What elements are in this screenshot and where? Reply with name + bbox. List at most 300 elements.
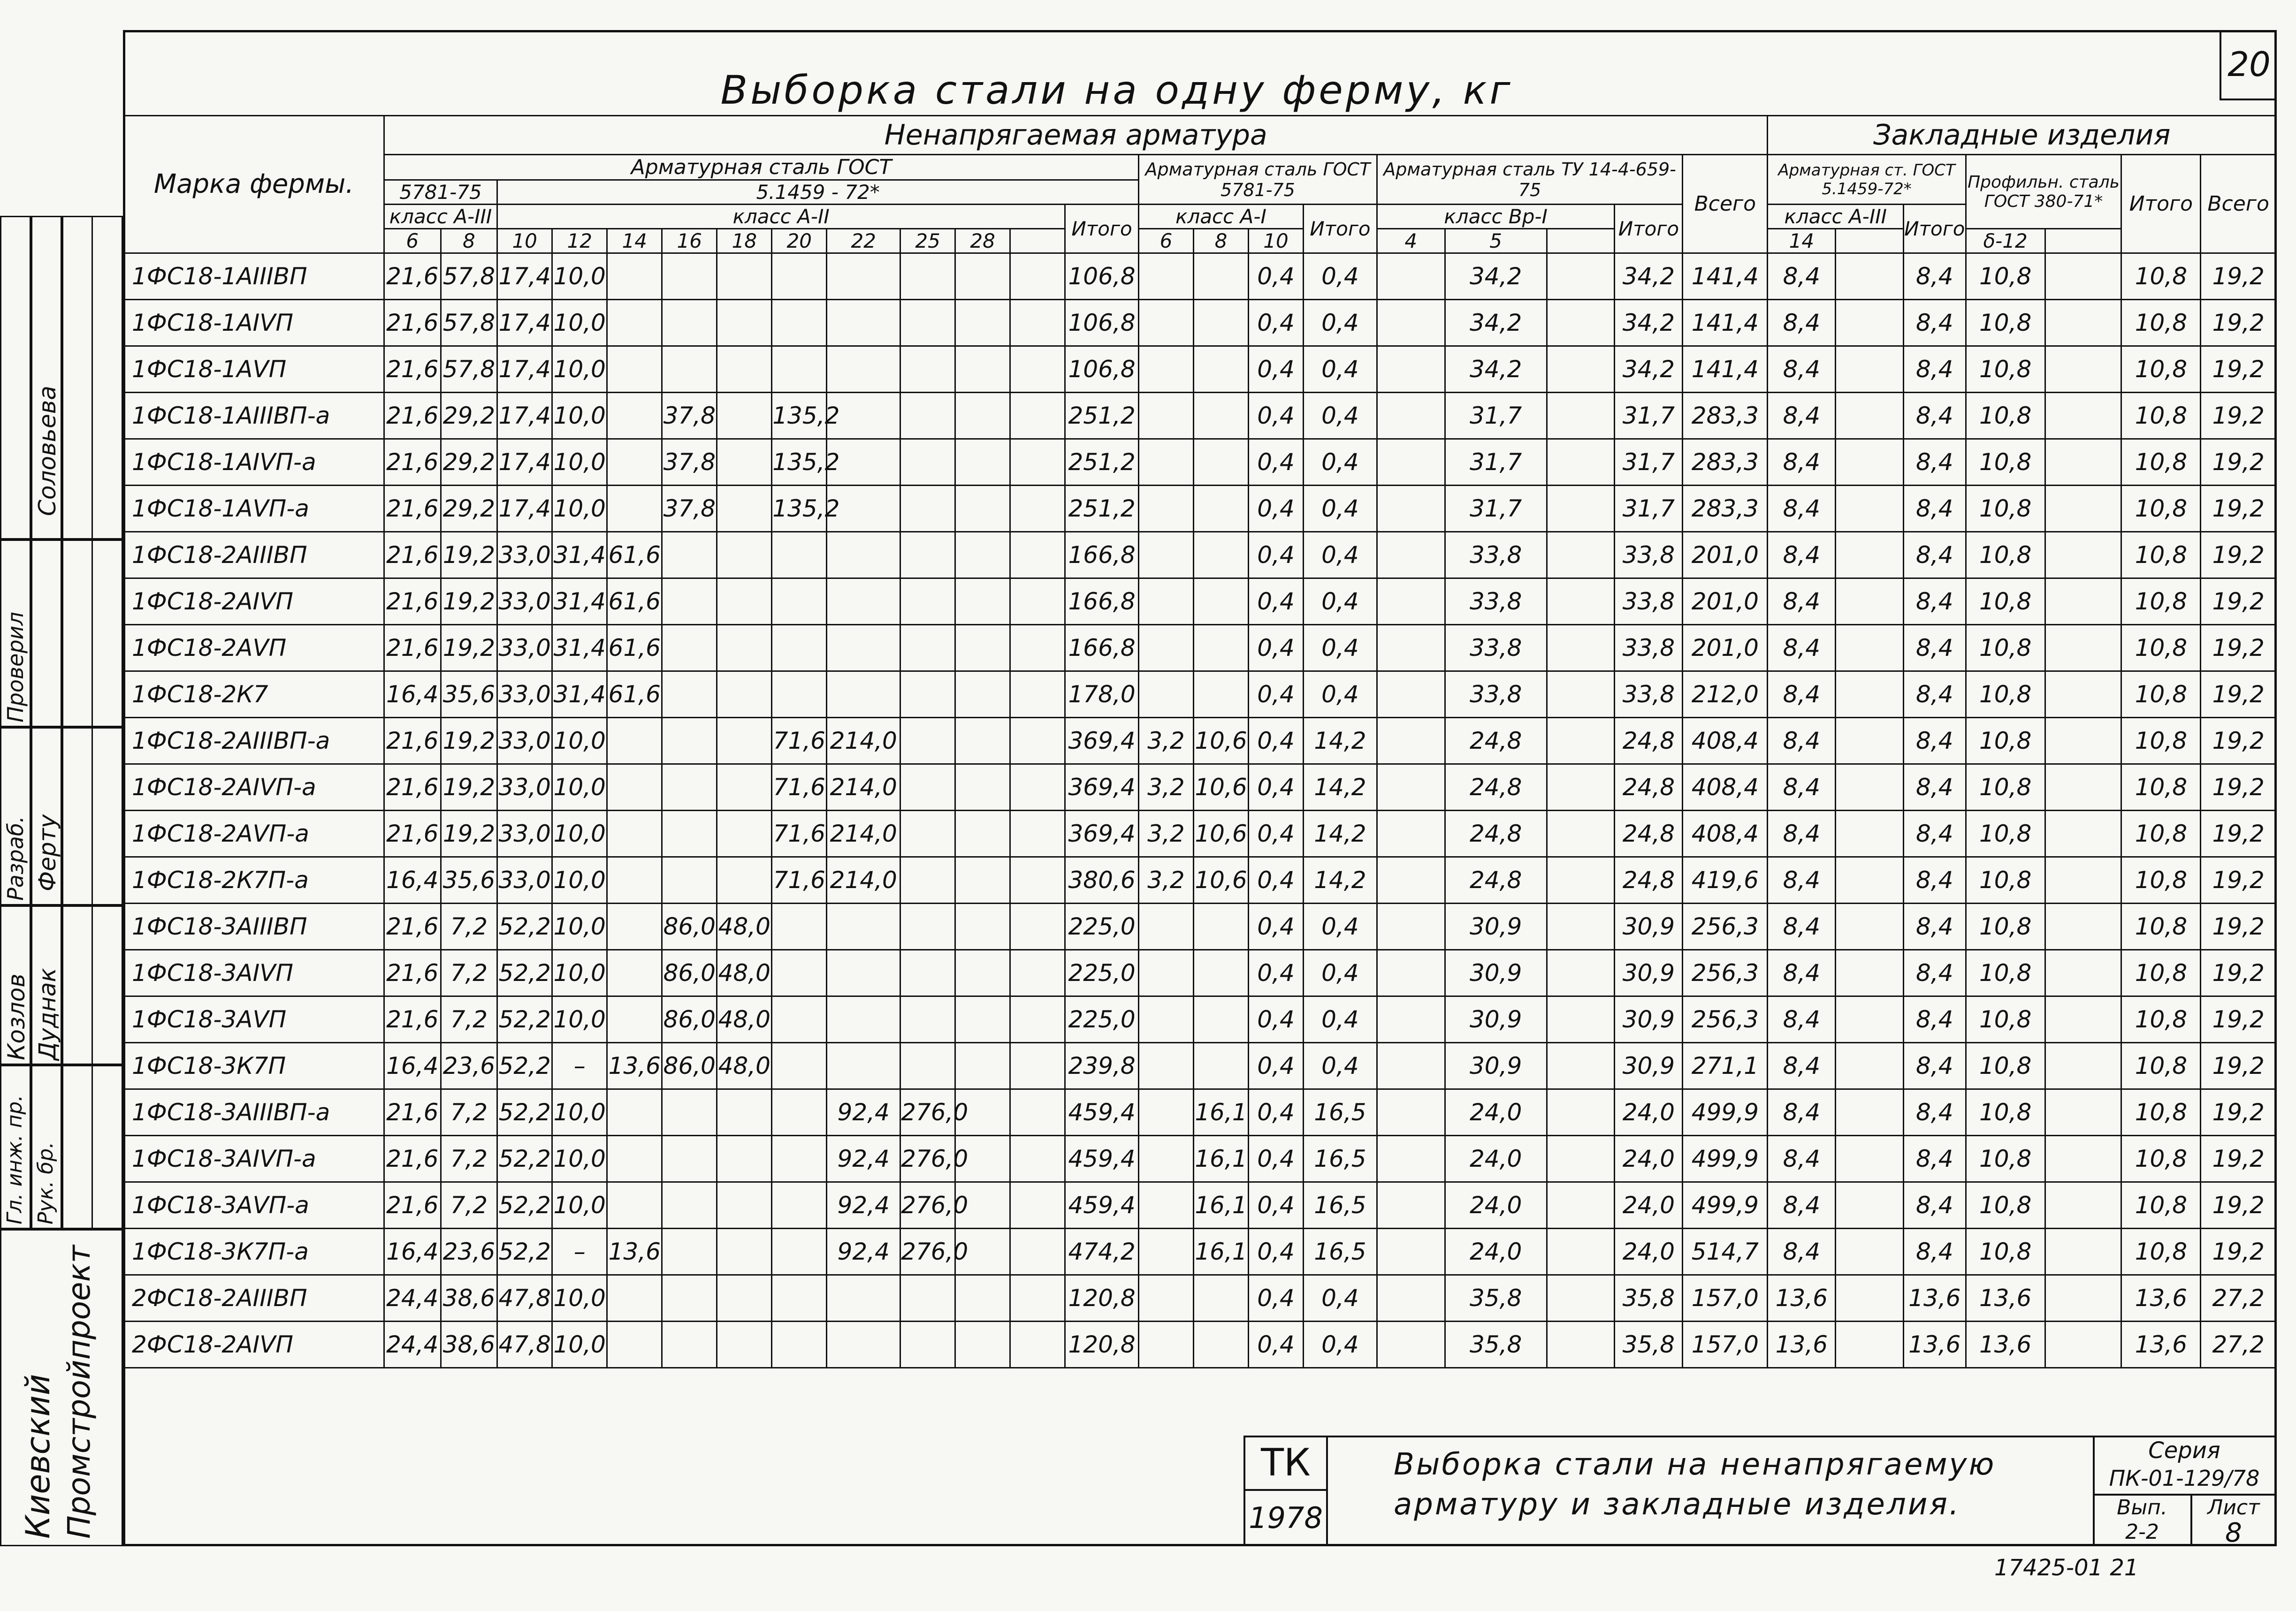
- cell-a-16: [662, 1322, 717, 1368]
- cell-a-28: [955, 300, 1010, 346]
- cell-d-itogo: 8,4: [1903, 253, 1966, 300]
- side-stamp: [0, 216, 123, 1546]
- cell-a-12: 10,0: [552, 1136, 607, 1182]
- cell-b-itogo: 0,4: [1304, 996, 1377, 1043]
- cell-d-14: 8,4: [1768, 1229, 1836, 1275]
- cell-a-20: [772, 1182, 827, 1229]
- cell-e-12: 10,8: [1966, 486, 2045, 532]
- cell-e-blank: [2045, 1229, 2121, 1275]
- table-row: [124, 857, 2276, 904]
- header-itogo-d: Итого: [1903, 205, 1966, 253]
- cell-a-8: 7,2: [441, 904, 497, 950]
- cell-a-25: 276,0: [900, 1089, 955, 1136]
- cell-vsego: 499,9: [1683, 1136, 1768, 1182]
- cell-a-10: 17,4: [497, 300, 552, 346]
- diam-d-blank: [1836, 229, 1904, 253]
- cell-a-25: [900, 904, 955, 950]
- cell-d-14: 8,4: [1768, 346, 1836, 393]
- cell-a-18: [717, 1229, 772, 1275]
- table-row: [124, 1229, 2276, 1275]
- cell-a-28: [955, 532, 1010, 578]
- cell-c-itogo: 33,8: [1615, 671, 1683, 718]
- cell-c-5: 24,0: [1445, 1182, 1547, 1229]
- cell-a-8: 19,2: [441, 625, 497, 671]
- cell-mark: 2ФС18-2АIIIВП: [124, 1275, 384, 1322]
- cell-a-blank: [1010, 1229, 1065, 1275]
- cell-c-4: [1377, 1275, 1445, 1322]
- table-row: [124, 671, 2276, 718]
- side-role-3: Проверил: [3, 612, 28, 722]
- cell-c-5: 24,8: [1445, 811, 1547, 857]
- cell-a-12: 10,0: [552, 1275, 607, 1322]
- cell-c-blank: [1547, 625, 1615, 671]
- cell-a-12: 10,0: [552, 439, 607, 486]
- cell-c-blank: [1547, 532, 1615, 578]
- cell-d-blank: [1836, 1275, 1904, 1322]
- cell-b-8: [1193, 1322, 1248, 1368]
- cell-e-vsego: 19,2: [2201, 486, 2276, 532]
- cell-b-10: 0,4: [1249, 950, 1304, 996]
- cell-a-6: 21,6: [384, 253, 441, 300]
- cell-a-10: 52,2: [497, 950, 552, 996]
- cell-mark: 1ФС18-2АVП: [124, 625, 384, 671]
- cell-a-20: [772, 1136, 827, 1182]
- cell-b-itogo: 0,4: [1304, 578, 1377, 625]
- cell-d-14: 8,4: [1768, 625, 1836, 671]
- cell-c-itogo: 24,0: [1615, 1136, 1683, 1182]
- cell-a-22: 92,4: [827, 1136, 900, 1182]
- cell-a-blank: [1010, 1322, 1065, 1368]
- cell-c-blank: [1547, 1043, 1615, 1089]
- cell-a-28: [955, 1275, 1010, 1322]
- cell-c-4: [1377, 346, 1445, 393]
- cell-a-22: [827, 532, 900, 578]
- header-gost-5781: 5781-75: [384, 180, 497, 205]
- cell-a-8: 19,2: [441, 532, 497, 578]
- cell-vsego: 283,3: [1683, 393, 1768, 439]
- cell-b-itogo: 14,2: [1304, 764, 1377, 811]
- cell-c-itogo: 30,9: [1615, 996, 1683, 1043]
- cell-e-vsego: 19,2: [2201, 904, 2276, 950]
- cell-b-10: 0,4: [1249, 1322, 1304, 1368]
- cell-d-itogo: 8,4: [1903, 532, 1966, 578]
- cell-a-16: 86,0: [662, 904, 717, 950]
- cell-a-10: 52,2: [497, 1136, 552, 1182]
- cell-e-vsego: 19,2: [2201, 1136, 2276, 1182]
- cell-d-itogo: 8,4: [1903, 625, 1966, 671]
- diam-a-18: 18: [717, 229, 772, 253]
- table-row: [124, 625, 2276, 671]
- cell-a-6: 16,4: [384, 1043, 441, 1089]
- diam-a-6: 6: [384, 229, 441, 253]
- cell-c-itogo: 34,2: [1615, 346, 1683, 393]
- cell-b-itogo: 0,4: [1304, 300, 1377, 346]
- cell-d-14: 8,4: [1768, 439, 1836, 486]
- cell-c-itogo: 24,0: [1615, 1229, 1683, 1275]
- cell-a-20: [772, 346, 827, 393]
- cell-a-14: [607, 764, 662, 811]
- cell-a-blank: [1010, 439, 1065, 486]
- cell-mark: 1ФС18-3К7П: [124, 1043, 384, 1089]
- header-group-d: Арматурная ст. ГОСТ 5.1459-72*: [1768, 155, 1966, 205]
- header-class-a1: класс A-I: [1138, 205, 1303, 229]
- cell-mark: 1ФС18-1АIIIВП-а: [124, 393, 384, 439]
- cell-d-itogo: 8,4: [1903, 996, 1966, 1043]
- cell-a-25: [900, 439, 955, 486]
- cell-c-itogo: 33,8: [1615, 532, 1683, 578]
- cell-e-vsego: 19,2: [2201, 532, 2276, 578]
- diam-b-8: 8: [1193, 229, 1248, 253]
- cell-mark: 1ФС18-3АIIIВП-а: [124, 1089, 384, 1136]
- cell-e-itogo: 10,8: [2121, 346, 2201, 393]
- cell-a-6: 16,4: [384, 671, 441, 718]
- cell-b-6: [1138, 1043, 1193, 1089]
- cell-a-6: 21,6: [384, 532, 441, 578]
- cell-e-vsego: 19,2: [2201, 764, 2276, 811]
- cell-a-18: [717, 1136, 772, 1182]
- cell-d-itogo: 13,6: [1903, 1322, 1966, 1368]
- cell-a-blank: [1010, 764, 1065, 811]
- cell-a-25: [900, 300, 955, 346]
- cell-c-5: 34,2: [1445, 346, 1547, 393]
- cell-a-6: 21,6: [384, 393, 441, 439]
- cell-e-itogo: 10,8: [2121, 1229, 2201, 1275]
- cell-a-blank: [1010, 1089, 1065, 1136]
- cell-a-28: [955, 904, 1010, 950]
- cell-a-22: [827, 950, 900, 996]
- table-body: [124, 253, 2276, 1368]
- cell-a-10: 52,2: [497, 1229, 552, 1275]
- cell-a-itogo: 239,8: [1065, 1043, 1139, 1089]
- cell-c-5: 35,8: [1445, 1275, 1547, 1322]
- cell-b-6: [1138, 904, 1193, 950]
- cell-c-blank: [1547, 764, 1615, 811]
- cell-a-18: [717, 439, 772, 486]
- cell-c-5: 33,8: [1445, 625, 1547, 671]
- cell-b-6: [1138, 486, 1193, 532]
- cell-b-8: [1193, 625, 1248, 671]
- cell-b-10: 0,4: [1249, 1182, 1304, 1229]
- cell-c-4: [1377, 996, 1445, 1043]
- cell-d-14: 8,4: [1768, 1182, 1836, 1229]
- cell-d-blank: [1836, 439, 1904, 486]
- cell-a-28: [955, 857, 1010, 904]
- cell-a-28: [955, 253, 1010, 300]
- cell-a-18: [717, 1275, 772, 1322]
- cell-a-8: 7,2: [441, 1182, 497, 1229]
- cell-e-blank: [2045, 718, 2121, 764]
- cell-e-itogo: 10,8: [2121, 950, 2201, 996]
- diam-a-28: 28: [955, 229, 1010, 253]
- cell-c-itogo: 24,8: [1615, 811, 1683, 857]
- cell-mark: 2ФС18-2АIVП: [124, 1322, 384, 1368]
- cell-c-5: 33,8: [1445, 671, 1547, 718]
- header-group-b: Арматурная сталь ГОСТ 5781-75: [1138, 155, 1377, 205]
- cell-vsego: 283,3: [1683, 439, 1768, 486]
- cell-a-22: [827, 1322, 900, 1368]
- cell-a-itogo: 251,2: [1065, 439, 1139, 486]
- dim-e-12: δ-12: [1966, 229, 2045, 253]
- cell-a-itogo: 106,8: [1065, 253, 1139, 300]
- cell-a-12: 10,0: [552, 486, 607, 532]
- cell-c-5: 24,8: [1445, 718, 1547, 764]
- cell-e-itogo: 10,8: [2121, 1043, 2201, 1089]
- cell-d-blank: [1836, 764, 1904, 811]
- cell-a-itogo: 369,4: [1065, 718, 1139, 764]
- cell-a-10: 17,4: [497, 346, 552, 393]
- sheet-value: 8: [2225, 1518, 2242, 1548]
- cell-d-itogo: 8,4: [1903, 1043, 1966, 1089]
- cell-a-28: [955, 486, 1010, 532]
- cell-b-6: [1138, 253, 1193, 300]
- cell-a-12: 10,0: [552, 1182, 607, 1229]
- cell-a-20: [772, 532, 827, 578]
- cell-a-20: 135,2: [772, 393, 827, 439]
- cell-e-itogo: 13,6: [2121, 1275, 2201, 1322]
- cell-c-itogo: 24,0: [1615, 1182, 1683, 1229]
- cell-a-blank: [1010, 811, 1065, 857]
- cell-a-28: [955, 1322, 1010, 1368]
- cell-c-5: 24,8: [1445, 857, 1547, 904]
- cell-a-20: [772, 671, 827, 718]
- cell-a-10: 33,0: [497, 625, 552, 671]
- cell-b-10: 0,4: [1249, 1136, 1304, 1182]
- cell-a-25: [900, 1043, 955, 1089]
- cell-a-6: 21,6: [384, 764, 441, 811]
- side-name-2: Дуднак: [34, 968, 61, 1060]
- diam-c-blank: [1547, 229, 1615, 253]
- cell-a-22: [827, 996, 900, 1043]
- cell-b-itogo: 14,2: [1304, 857, 1377, 904]
- cell-a-20: [772, 253, 827, 300]
- cell-d-blank: [1836, 718, 1904, 764]
- cell-a-8: 23,6: [441, 1043, 497, 1089]
- cell-a-itogo: 251,2: [1065, 486, 1139, 532]
- cell-mark: 1ФС18-3АVП-а: [124, 1182, 384, 1229]
- cell-a-blank: [1010, 904, 1065, 950]
- cell-a-14: [607, 1182, 662, 1229]
- cell-a-blank: [1010, 718, 1065, 764]
- cell-a-25: [900, 578, 955, 625]
- cell-b-itogo: 0,4: [1304, 950, 1377, 996]
- cell-b-itogo: 0,4: [1304, 393, 1377, 439]
- cell-a-blank: [1010, 950, 1065, 996]
- cell-a-itogo: 106,8: [1065, 346, 1139, 393]
- cell-a-14: 13,6: [607, 1229, 662, 1275]
- cell-a-28: [955, 950, 1010, 996]
- cell-a-blank: [1010, 578, 1065, 625]
- cell-e-blank: [2045, 811, 2121, 857]
- cell-b-8: 16,1: [1193, 1182, 1248, 1229]
- cell-b-10: 0,4: [1249, 393, 1304, 439]
- cell-e-itogo: 13,6: [2121, 1322, 2201, 1368]
- cell-c-itogo: 35,8: [1615, 1275, 1683, 1322]
- cell-a-22: 214,0: [827, 811, 900, 857]
- cell-a-16: 37,8: [662, 439, 717, 486]
- cell-a-16: 86,0: [662, 950, 717, 996]
- cell-d-itogo: 8,4: [1903, 300, 1966, 346]
- series-value: ПК-01-129/78: [2109, 1466, 2260, 1491]
- cell-b-itogo: 16,5: [1304, 1089, 1377, 1136]
- cell-a-25: [900, 718, 955, 764]
- cell-a-10: 33,0: [497, 811, 552, 857]
- cell-c-blank: [1547, 1182, 1615, 1229]
- cell-e-vsego: 27,2: [2201, 1275, 2276, 1322]
- cell-c-5: 31,7: [1445, 393, 1547, 439]
- cell-b-itogo: 16,5: [1304, 1182, 1377, 1229]
- table-row: [124, 300, 2276, 346]
- series-label: Серия: [2148, 1437, 2220, 1464]
- cell-a-25: [900, 532, 955, 578]
- cell-a-6: 21,6: [384, 625, 441, 671]
- cell-a-12: 31,4: [552, 578, 607, 625]
- cell-d-itogo: 8,4: [1903, 393, 1966, 439]
- cell-d-blank: [1836, 1182, 1904, 1229]
- cell-e-vsego: 19,2: [2201, 393, 2276, 439]
- cell-d-blank: [1836, 996, 1904, 1043]
- cell-d-itogo: 8,4: [1903, 439, 1966, 486]
- cell-e-vsego: 19,2: [2201, 1182, 2276, 1229]
- cell-c-4: [1377, 764, 1445, 811]
- cell-a-8: 7,2: [441, 996, 497, 1043]
- cell-d-blank: [1836, 671, 1904, 718]
- cell-b-6: [1138, 532, 1193, 578]
- cell-c-5: 31,7: [1445, 486, 1547, 532]
- cell-a-14: 61,6: [607, 578, 662, 625]
- diam-a-12: 12: [552, 229, 607, 253]
- diam-a-8: 8: [441, 229, 497, 253]
- steel-table: [123, 115, 2277, 1368]
- cell-a-itogo: 459,4: [1065, 1182, 1139, 1229]
- cell-a-16: [662, 811, 717, 857]
- cell-a-blank: [1010, 996, 1065, 1043]
- cell-a-10: 52,2: [497, 996, 552, 1043]
- cell-d-14: 13,6: [1768, 1322, 1836, 1368]
- cell-b-8: [1193, 904, 1248, 950]
- side-role-1: Гл. инж. пр.: [3, 1094, 27, 1224]
- cell-a-14: [607, 1322, 662, 1368]
- year-label: 1978: [1249, 1501, 1323, 1535]
- cell-a-16: [662, 1229, 717, 1275]
- cell-b-itogo: 16,5: [1304, 1229, 1377, 1275]
- cell-a-18: [717, 1089, 772, 1136]
- table-row: [124, 1089, 2276, 1136]
- cell-b-6: 3,2: [1138, 811, 1193, 857]
- cell-a-20: [772, 300, 827, 346]
- cell-e-blank: [2045, 625, 2121, 671]
- cell-e-itogo: 10,8: [2121, 486, 2201, 532]
- cell-e-itogo: 10,8: [2121, 625, 2201, 671]
- cell-c-itogo: 24,8: [1615, 764, 1683, 811]
- cell-b-8: [1193, 346, 1248, 393]
- side-row-1: [0, 216, 123, 540]
- cell-c-4: [1377, 578, 1445, 625]
- cell-e-blank: [2045, 578, 2121, 625]
- cell-c-4: [1377, 1182, 1445, 1229]
- cell-a-8: 35,6: [441, 671, 497, 718]
- cell-e-blank: [2045, 1089, 2121, 1136]
- cell-a-8: 57,8: [441, 346, 497, 393]
- cell-a-18: 48,0: [717, 996, 772, 1043]
- cell-mark: 1ФС18-2АIIIВП-а: [124, 718, 384, 764]
- cell-c-4: [1377, 486, 1445, 532]
- cell-c-itogo: 30,9: [1615, 1043, 1683, 1089]
- cell-a-16: [662, 532, 717, 578]
- cell-c-5: 30,9: [1445, 1043, 1547, 1089]
- cell-b-itogo: 0,4: [1304, 1322, 1377, 1368]
- cell-a-18: [717, 718, 772, 764]
- cell-e-vsego: 19,2: [2201, 439, 2276, 486]
- cell-a-28: [955, 625, 1010, 671]
- cell-a-28: [955, 671, 1010, 718]
- cell-e-12: 10,8: [1966, 857, 2045, 904]
- cell-a-16: [662, 671, 717, 718]
- cell-d-blank: [1836, 578, 1904, 625]
- cell-a-16: [662, 1182, 717, 1229]
- cell-a-12: 10,0: [552, 811, 607, 857]
- cell-d-itogo: 8,4: [1903, 811, 1966, 857]
- cell-b-10: 0,4: [1249, 904, 1304, 950]
- cell-a-itogo: 166,8: [1065, 625, 1139, 671]
- cell-a-itogo: 225,0: [1065, 904, 1139, 950]
- cell-c-5: 24,0: [1445, 1229, 1547, 1275]
- cell-a-12: –: [552, 1043, 607, 1089]
- cell-a-16: [662, 300, 717, 346]
- cell-a-itogo: 166,8: [1065, 578, 1139, 625]
- cell-vsego: 201,0: [1683, 625, 1768, 671]
- cell-a-14: [607, 904, 662, 950]
- header-class-a3: класс A-III: [384, 205, 497, 229]
- cell-a-6: 21,6: [384, 1182, 441, 1229]
- diam-a-blank: [1010, 229, 1065, 253]
- cell-b-6: [1138, 1229, 1193, 1275]
- cell-b-10: 0,4: [1249, 532, 1304, 578]
- cell-a-itogo: 225,0: [1065, 950, 1139, 996]
- cell-a-22: [827, 671, 900, 718]
- diam-a-16: 16: [662, 229, 717, 253]
- cell-a-10: 17,4: [497, 393, 552, 439]
- dim-e-blank: [2045, 229, 2121, 253]
- cell-a-18: [717, 811, 772, 857]
- cell-a-12: 10,0: [552, 764, 607, 811]
- cell-a-6: 16,4: [384, 1229, 441, 1275]
- cell-c-5: 33,8: [1445, 532, 1547, 578]
- cell-a-25: [900, 671, 955, 718]
- cell-a-itogo: 369,4: [1065, 764, 1139, 811]
- cell-e-itogo: 10,8: [2121, 1136, 2201, 1182]
- cell-vsego: 408,4: [1683, 811, 1768, 857]
- cell-e-itogo: 10,8: [2121, 904, 2201, 950]
- description-line-2: арматуру и закладные изделия.: [1394, 1487, 1961, 1522]
- cell-e-blank: [2045, 1043, 2121, 1089]
- cell-a-25: [900, 811, 955, 857]
- cell-a-16: [662, 1275, 717, 1322]
- cell-a-14: [607, 439, 662, 486]
- cell-e-vsego: 19,2: [2201, 346, 2276, 393]
- cell-vsego: 256,3: [1683, 950, 1768, 996]
- cell-e-itogo: 10,8: [2121, 764, 2201, 811]
- cell-e-vsego: 19,2: [2201, 1043, 2276, 1089]
- cell-b-8: [1193, 486, 1248, 532]
- cell-d-itogo: 8,4: [1903, 764, 1966, 811]
- cell-d-14: 8,4: [1768, 1089, 1836, 1136]
- cell-e-blank: [2045, 671, 2121, 718]
- cell-a-16: 37,8: [662, 393, 717, 439]
- cell-a-6: 21,6: [384, 718, 441, 764]
- cell-a-22: 214,0: [827, 718, 900, 764]
- header-itogo-e: Итого: [2121, 155, 2201, 253]
- cell-a-10: 52,2: [497, 1043, 552, 1089]
